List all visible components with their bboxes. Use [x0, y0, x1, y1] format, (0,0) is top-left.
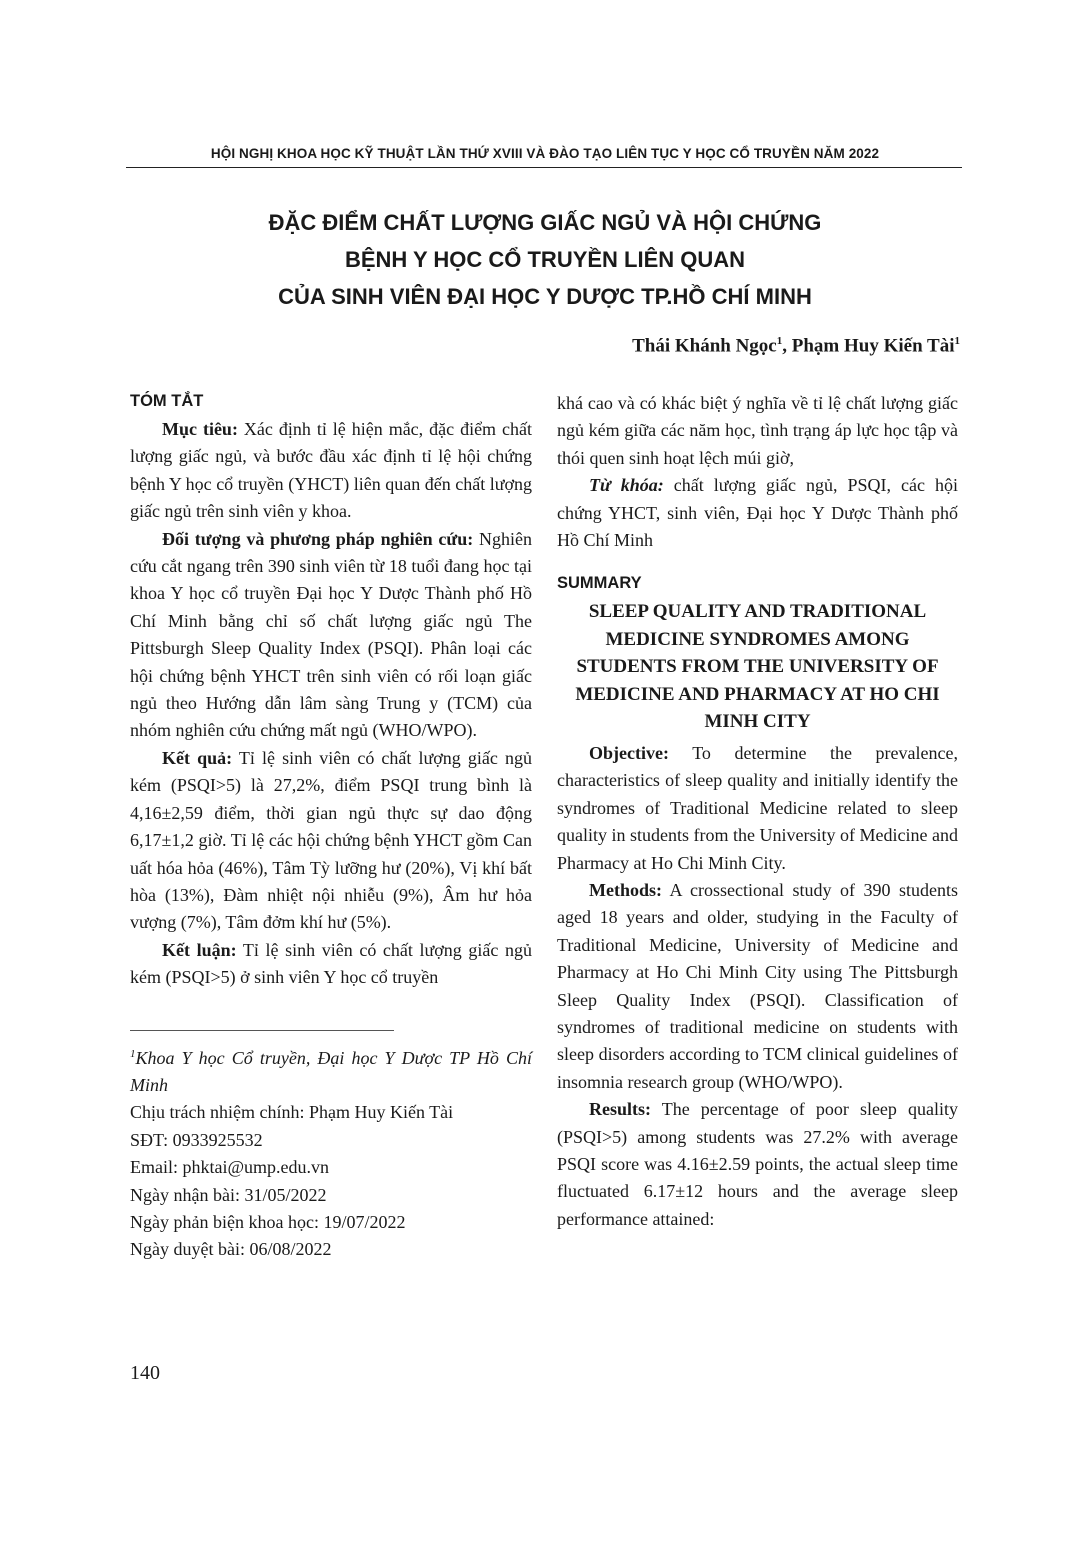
conclusion-text: Tỉ lệ sinh viên có chất lượng giấc ngủ kém (PSQI>5) ở sinh viên Y học cổ truyền	[130, 939, 532, 988]
author-1-affiliation: 1	[776, 335, 783, 347]
conclusion-continued: khá cao và có khác biệt ý nghĩa về tỉ lệ chất lượng giấc ngủ kém giữa các năm học, tình trạng áp lực học tập và thói quen sinh hoạt lệch múi giờ,	[557, 393, 958, 468]
methods-label: Đối tượng và phương pháp nghiên cứu:	[162, 528, 474, 549]
en-results-paragraph	[557, 1096, 958, 1233]
author-separator: ,	[782, 335, 792, 357]
title-line-2: BỆNH Y HỌC CỔ TRUYỀN LIÊN QUAN	[344, 247, 746, 272]
objective-paragraph	[130, 416, 532, 526]
running-header: HỘI NGHỊ KHOA HỌC KỸ THUẬT LẦN THỨ XVIII VÀ ĐÀO TẠO LIÊN TỤC Y HỌC CỔ TRUYỀN NĂM 2022	[210, 146, 880, 161]
author-2: Phạm Huy Kiến Tài	[791, 335, 955, 357]
conclusion-paragraph	[130, 937, 532, 992]
conclusion-label: Kết luận:	[162, 939, 237, 960]
date-accepted: Ngày duyệt bài: 06/08/2022	[130, 1239, 332, 1260]
en-objective-paragraph	[557, 740, 958, 877]
corresponding-author: Chịu trách nhiệm chính: Phạm Huy Kiến Tài	[130, 1102, 454, 1123]
date-reviewed: Ngày phản biện khoa học: 19/07/2022	[130, 1211, 406, 1232]
title-line-1: ĐẶC ĐIỂM CHẤT LƯỢNG GIẤC NGỦ VÀ HỘI CHỨNG	[268, 210, 822, 235]
methods-paragraph	[130, 526, 532, 745]
email: Email: phktai@ump.edu.vn	[130, 1157, 330, 1178]
en-results-text: The percentage of poor sleep quality (PSQI>5) among students was 27.2% with average PSQI score was 4.16±2.59 points, the actual sleep time fluctuated 6.17±12 hours and the average sleep performance attained:	[557, 1099, 958, 1229]
footnote-rule	[130, 1030, 394, 1031]
keywords-text: chất lượng giấc ngủ, PSQI, các hội chứng YHCT, sinh viên, Đại học Y Dược Thành phố Hồ Chí Minh	[557, 475, 959, 551]
results-paragraph	[130, 745, 532, 937]
title-line-3: CỦA SINH VIÊN ĐẠI HỌC Y DƯỢC TP.HỒ CHÍ MINH	[278, 284, 812, 309]
footnote-marker: 1	[130, 1047, 136, 1060]
results-text: Tỉ lệ sinh viên có chất lượng giấc ngủ kém (PSQI>5) là 27,2%, điểm PSQI trung bình là 4,16±2,59 điểm, thời gian ngủ thực sự dao động 6,17±1,2 giờ. Tỉ lệ các hội chứng bệnh YHCT gồm Can uất hóa hỏa (46%), Tâm Tỳ lưỡng hư (20%), Vị khí bất hòa (13%), Đàm nhiệt nội nhiễu (9%), Âm hư hỏa vượng (7%), Tâm đởm khí hư (5%).	[130, 747, 533, 933]
left-column	[130, 390, 532, 1264]
en-objective-label: Objective:	[589, 742, 669, 763]
en-methods-label: Methods:	[589, 879, 662, 900]
keywords-label: Từ khóa:	[589, 475, 664, 496]
objective-text: Xác định tỉ lệ hiện mắc, đặc điểm chất lượng giấc ngủ, và bước đầu xác định tỉ lệ hội chứng bệnh Y học cổ truyền (YHCT) liên quan đến chất lượng giấc ngủ trên sinh viên y khoa.	[130, 419, 533, 522]
objective-label: Mục tiêu:	[162, 419, 238, 439]
methods-text: Nghiên cứu cắt ngang trên 390 sinh viên từ 18 tuổi đang học tại khoa Y học cổ truyền Đại học Y Dược Thành phố Hồ Chí Minh bằng chỉ số chất lượng giấc ngủ The Pittsburgh Sleep Quality Index (PSQI). Phân loại các hội chứng bệnh YHCT trên sinh viên có rối loạn giấc ngủ theo Hướng dẫn lâm sàng Trung y (TCM) của nhóm nghiên cứu chứng mất ngủ (WHO/WPO).	[130, 528, 532, 741]
keywords-paragraph	[557, 472, 958, 554]
author-2-affiliation: 1	[954, 335, 960, 347]
en-results-label: Results:	[589, 1099, 651, 1120]
phone-number: SĐT: 0933925532	[130, 1129, 263, 1150]
results-label: Kết quả:	[162, 747, 233, 768]
article-title	[128, 204, 962, 315]
summary-heading: SUMMARY	[557, 574, 642, 593]
author-1: Thái Khánh Ngọc	[632, 335, 777, 357]
header-rule	[126, 167, 962, 168]
en-methods-text: A crossectional study of 390 students aged 18 years and older, studying in the Faculty of Traditional Medicine, University of Medicine and Pharmacy at Ho Chi Minh City using The Pittsburgh Sleep Quality Index (PSQI). Classification of syndromes of traditional medicine on students with sleep disorders according to TCM clinical guidelines of insomnia research group (WHO/WPO).	[557, 879, 958, 1092]
author-line	[632, 335, 960, 357]
right-column	[557, 390, 958, 1233]
en-methods-paragraph	[557, 877, 958, 1096]
abstract-vi-heading: TÓM TẮT	[130, 392, 204, 410]
date-received: Ngày nhận bài: 31/05/2022	[130, 1184, 327, 1205]
footnote-affiliation	[130, 1041, 532, 1100]
page-number: 140	[130, 1362, 160, 1384]
en-objective-text: To determine the prevalence, characteristics of sleep quality and initially identify the syndromes of Traditional Medicine related to sleep quality in students from the University of Medicine and Pharmacy at Ho Chi Minh City.	[557, 742, 958, 873]
english-title: SLEEP QUALITY AND TRADITIONAL MEDICINE SYNDROMES AMONG STUDENTS FROM THE UNIVERSITY OF MEDICINE AND PHARMACY AT HO CHI MINH CITY	[575, 601, 940, 733]
affiliation-text: Khoa Y học Cổ truyền, Đại học Y Dược TP Hồ Chí Minh	[130, 1047, 532, 1095]
